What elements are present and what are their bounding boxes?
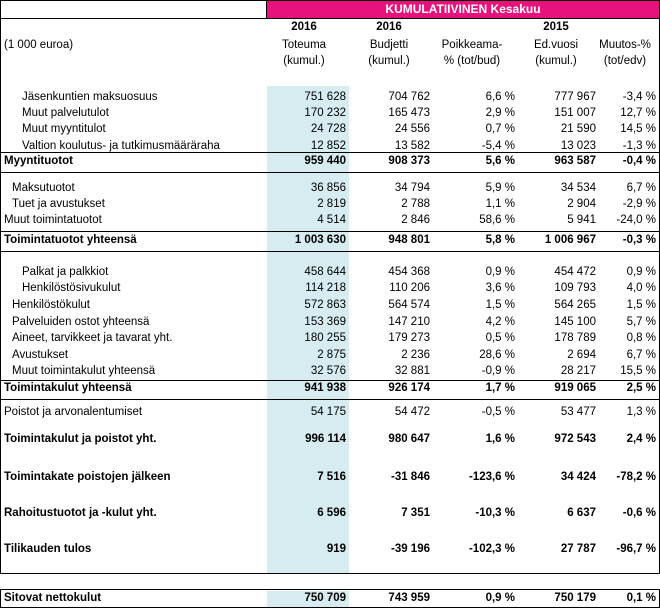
- row-value: 110 206: [389, 282, 430, 294]
- row-label: Muut myyntitulot: [22, 123, 106, 135]
- row-value: 28,6 %: [479, 349, 515, 361]
- row-value: 2 846: [401, 214, 430, 226]
- divider: [0, 18, 660, 19]
- unit-label: (1 000 euroa): [4, 39, 74, 51]
- row-value: 1,3 %: [626, 406, 656, 418]
- row-value: 34 794: [394, 182, 430, 194]
- row-value: 5 941: [567, 214, 596, 226]
- row-value: 0,9 %: [485, 592, 515, 604]
- row-value: 919: [326, 543, 346, 555]
- row-value: -102,3 %: [468, 543, 515, 555]
- divider: [266, 0, 267, 19]
- header-line1: Poikkeama-: [441, 39, 503, 51]
- row-value: 109 793: [554, 282, 596, 294]
- row-value: 3,6 %: [485, 282, 515, 294]
- row-value: 2 819: [317, 198, 346, 210]
- row-value: 12 852: [310, 140, 346, 152]
- row-value: 963 587: [554, 155, 596, 167]
- row-value: 0,1 %: [626, 592, 656, 604]
- divider: [0, 231, 660, 232]
- row-value: 564 265: [554, 299, 596, 311]
- row-value: 24 556: [394, 123, 430, 135]
- row-value: 2 694: [567, 349, 596, 361]
- row-label: Toimintatuotot yhteensä: [4, 234, 137, 246]
- row-value: 7 516: [317, 471, 346, 483]
- row-label: Avustukset: [12, 349, 69, 361]
- row-value: 28 217: [560, 365, 596, 377]
- divider: [0, 589, 1, 608]
- row-value: 750 709: [304, 592, 346, 604]
- row-value: -0,9 %: [481, 365, 515, 377]
- divider: [0, 399, 660, 400]
- row-value: 750 179: [554, 592, 596, 604]
- row-value: 5,8 %: [485, 234, 515, 246]
- row-value: -78,2 %: [616, 471, 656, 483]
- row-value: -1,3 %: [622, 140, 656, 152]
- row-label: Poistot ja arvonalentumiset: [4, 406, 143, 418]
- row-value: 704 762: [388, 91, 430, 103]
- row-value: 114 218: [305, 282, 346, 294]
- row-value: 6 637: [567, 507, 596, 519]
- row-label: Henkilöstösivukulut: [22, 282, 121, 294]
- row-value: 2 788: [401, 198, 430, 210]
- row-value: 572 863: [304, 299, 346, 311]
- row-value: 15,5 %: [620, 365, 656, 377]
- divider: [0, 1, 1, 574]
- row-value: 7 351: [401, 507, 430, 519]
- row-label: Muut toimintatuotot: [4, 214, 102, 226]
- row-value: 179 273: [388, 332, 430, 344]
- row-value: 454 472: [554, 266, 596, 278]
- row-value: 58,6 %: [479, 214, 515, 226]
- header-year: 2016: [291, 21, 317, 33]
- row-value: 777 967: [554, 91, 596, 103]
- row-value: 0,5 %: [485, 332, 515, 344]
- divider: [0, 589, 660, 590]
- row-value: 980 647: [388, 433, 430, 445]
- row-value: 2 236: [401, 349, 430, 361]
- divider: [0, 380, 660, 381]
- row-value: 0,8 %: [626, 332, 656, 344]
- row-value: 151 007: [554, 107, 596, 119]
- header-line2: (kumul.): [283, 55, 325, 67]
- row-value: 0,9 %: [626, 266, 656, 278]
- row-value: 178 789: [554, 332, 596, 344]
- row-value: 6,6 %: [485, 91, 515, 103]
- divider: [0, 251, 660, 252]
- row-value: 165 473: [388, 107, 430, 119]
- row-value: 743 959: [388, 592, 430, 604]
- row-value: 34 424: [560, 471, 596, 483]
- row-value: 153 369: [304, 316, 346, 328]
- row-value: 2 875: [317, 349, 346, 361]
- row-label: Toimintakulut ja poistot yht.: [4, 433, 157, 445]
- row-value: 0,9 %: [485, 266, 515, 278]
- row-value: -5,4 %: [481, 140, 515, 152]
- row-value: 6,7 %: [626, 182, 656, 194]
- header-line2: (kumul.): [368, 55, 410, 67]
- row-value: -31 846: [390, 471, 430, 483]
- divider: [0, 152, 660, 153]
- row-value: 180 255: [304, 332, 346, 344]
- row-value: 926 174: [388, 382, 430, 394]
- row-value: 564 574: [388, 299, 430, 311]
- row-value: 13 582: [394, 140, 430, 152]
- row-label: Myyntituotot: [4, 155, 73, 167]
- row-value: 24 728: [310, 123, 346, 135]
- row-label: Tuet ja avustukset: [12, 198, 105, 210]
- row-value: -10,3 %: [475, 507, 515, 519]
- row-value: 5,6 %: [485, 155, 515, 167]
- row-value: 6,7 %: [626, 349, 656, 361]
- row-value: 458 644: [304, 266, 346, 278]
- row-value: 32 576: [310, 365, 346, 377]
- row-value: 36 856: [310, 182, 346, 194]
- row-value: 941 938: [304, 382, 346, 394]
- row-label: Sitovat nettokulut: [4, 592, 102, 604]
- header-line1: Budjetti: [369, 39, 409, 51]
- row-label: Toimintakate poistojen jälkeen: [4, 471, 171, 483]
- row-value: 2 904: [567, 198, 596, 210]
- divider: [0, 172, 660, 173]
- header-line2: % (tot/bud): [443, 55, 501, 67]
- row-value: -3,4 %: [622, 91, 656, 103]
- row-value: 1 003 630: [294, 234, 346, 246]
- header-line1: Toteuma: [281, 39, 327, 51]
- row-value: -0,3 %: [622, 234, 656, 246]
- header-line1: Muutos-%: [599, 39, 651, 51]
- row-value: 751 628: [304, 91, 346, 103]
- row-value: 0,7 %: [485, 123, 515, 135]
- row-label: Valtion koulutus- ja tutkimusmääräraha: [22, 140, 220, 152]
- row-value: 4,2 %: [485, 316, 515, 328]
- row-value: -39 196: [390, 543, 430, 555]
- divider: [0, 0, 660, 1]
- row-label: Palveluiden ostot yhteensä: [12, 316, 150, 328]
- row-value: 1,1 %: [485, 198, 515, 210]
- row-value: 948 801: [388, 234, 430, 246]
- row-value: 4 514: [317, 214, 346, 226]
- row-value: 13 023: [560, 140, 596, 152]
- header-line2: (tot/edv): [603, 55, 647, 67]
- row-label: Maksutuotot: [12, 182, 75, 194]
- row-value: 145 100: [554, 316, 596, 328]
- row-value: 32 881: [394, 365, 430, 377]
- header-year: 2015: [543, 21, 569, 33]
- row-value: 12,7 %: [620, 107, 656, 119]
- row-value: 170 232: [304, 107, 346, 119]
- row-value: 908 373: [388, 155, 430, 167]
- row-value: -96,7 %: [616, 543, 656, 555]
- row-value: 996 114: [305, 433, 346, 445]
- row-value: 2,4 %: [626, 433, 656, 445]
- row-value: 1,5 %: [485, 299, 515, 311]
- row-label: Tilikauden tulos: [4, 543, 92, 555]
- row-value: 454 368: [388, 266, 430, 278]
- row-value: -0,5 %: [481, 406, 515, 418]
- row-value: -2,9 %: [622, 198, 656, 210]
- row-value: -0,6 %: [622, 507, 656, 519]
- row-value: 4,0 %: [626, 282, 656, 294]
- row-label: Muut palvelutulot: [22, 107, 109, 119]
- row-value: 27 787: [560, 543, 596, 555]
- row-value: 6 596: [317, 507, 346, 519]
- header-line1: Ed.vuosi: [533, 39, 579, 51]
- row-value: 2,9 %: [485, 107, 515, 119]
- row-value: -0,4 %: [622, 155, 656, 167]
- row-value: 147 210: [388, 316, 430, 328]
- row-value: 53 477: [560, 406, 596, 418]
- banner-text: KUMULATIIVINEN Kesakuu: [385, 2, 541, 16]
- row-value: 54 175: [310, 406, 346, 418]
- row-value: 919 065: [554, 382, 596, 394]
- row-value: 972 543: [554, 433, 596, 445]
- row-label: Jäsenkuntien maksuosuus: [22, 91, 158, 103]
- row-value: 1 006 967: [544, 234, 596, 246]
- banner: [267, 1, 659, 18]
- row-value: 1,6 %: [485, 433, 515, 445]
- row-label: Henkilöstökulut: [12, 299, 90, 311]
- row-value: 14,5 %: [620, 123, 656, 135]
- row-value: 54 472: [394, 406, 430, 418]
- row-value: 5,7 %: [626, 316, 656, 328]
- header-year: 2016: [376, 21, 402, 33]
- row-value: 1,7 %: [485, 382, 515, 394]
- row-value: 34 534: [560, 182, 596, 194]
- row-value: 2,5 %: [626, 382, 656, 394]
- header-line2: (kumul.): [535, 55, 577, 67]
- row-label: Palkat ja palkkiot: [22, 266, 109, 278]
- row-value: -123,6 %: [468, 471, 515, 483]
- divider: [0, 573, 660, 574]
- row-label: Toimintakulut yhteensä: [4, 382, 132, 394]
- row-value: 959 440: [304, 155, 346, 167]
- row-value: 5,9 %: [485, 182, 515, 194]
- row-value: 21 590: [560, 123, 596, 135]
- row-value: 1,5 %: [626, 299, 656, 311]
- row-label: Rahoitustuotot ja -kulut yht.: [4, 507, 157, 519]
- row-value: -24,0 %: [616, 214, 656, 226]
- row-label: Aineet, tarvikkeet ja tavarat yht.: [12, 332, 173, 344]
- row-label: Muut toimintakulut yhteensä: [12, 365, 156, 377]
